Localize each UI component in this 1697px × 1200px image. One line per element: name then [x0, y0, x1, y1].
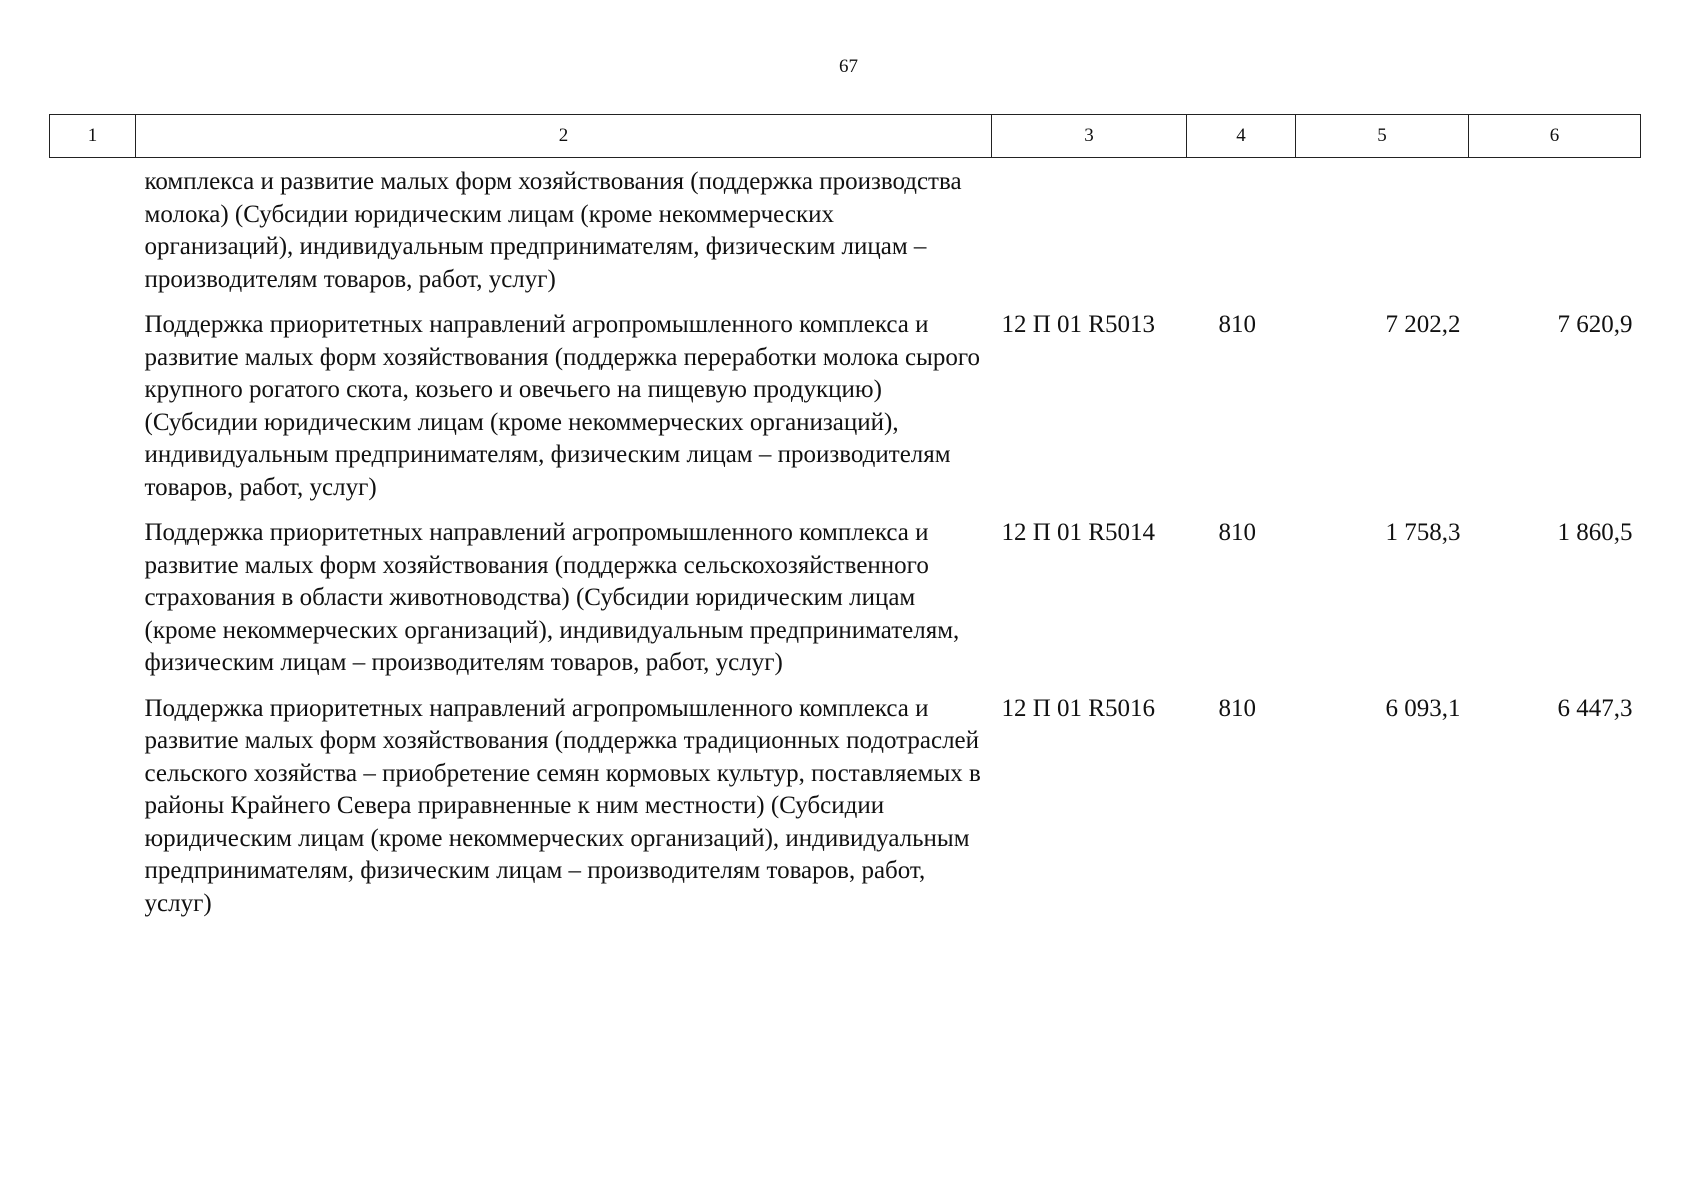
row-value-1: [1296, 158, 1469, 310]
row-type: [1187, 158, 1296, 310]
table-row: [50, 517, 1641, 693]
row-value-1: 7 202,2: [1385, 311, 1461, 338]
row-value-1: 6 093,1: [1385, 694, 1461, 722]
table-row: [50, 158, 1641, 310]
row-value-1: 1 758,3: [1385, 519, 1461, 546]
row-name: Поддержка приоритетных направлений агропромышленного комплекса и развитие малых форм хозяйствования (поддержка переработки молока сырого крупного рогатого скота, козьего и овечьего на пищевую продукцию) (Субсидии юридическим лицам (кроме некоммерческих организаций), индивидуальным предпринимателям, физическим лицам – производителям товаров, работ, услуг): [144, 311, 980, 501]
row-col1: [50, 158, 136, 310]
row-value-2: 1 860,5: [1557, 519, 1633, 546]
header-row: [50, 115, 1641, 158]
header-col-4: 4: [1187, 115, 1296, 158]
row-name: Поддержка приоритетных направлений агропромышленного комплекса и развитие малых форм хозяйствования (поддержка традиционных подотраслей сельского хозяйства – приобретение семян кормовых культур, поставляемых в районы Крайнего Севера приравненные к ним местности) (Субсидии юридическим лицам (кроме некоммерческих организаций), индивидуальным предпринимателям, физическим лицам – производителям товаров, работ, услуг): [144, 694, 981, 917]
row-value-2: [1469, 158, 1641, 310]
header-col-2: 2: [136, 115, 992, 158]
header-col-6: 6: [1469, 115, 1641, 158]
row-type: 810: [1218, 694, 1256, 722]
row-type: 810: [1218, 519, 1256, 546]
header-col-1: 1: [50, 115, 136, 158]
row-type: 810: [1218, 311, 1256, 338]
row-col1: [50, 517, 136, 693]
table-row: [50, 309, 1641, 517]
row-col1: [50, 693, 136, 934]
header-col-3: 3: [992, 115, 1187, 158]
page-number: 67: [839, 56, 858, 77]
row-col1: [50, 309, 136, 517]
row-value-2: 7 620,9: [1557, 311, 1633, 338]
row-value-2: 6 447,3: [1557, 694, 1633, 722]
row-code: 12 П 01 R5013: [1001, 311, 1155, 338]
budget-table: [49, 114, 1641, 933]
table-header: [50, 115, 1641, 158]
row-code: [992, 158, 1187, 310]
header-col-5: 5: [1296, 115, 1469, 158]
row-code: 12 П 01 R5014: [1001, 519, 1155, 546]
row-name: Поддержка приоритетных направлений агропромышленного комплекса и развитие малых форм хозяйствования (поддержка сельскохозяйственного страхования в области животноводства) (Субсидии юридическим лицам (кроме некоммерческих организаций), индивидуальным предпринимателям, физическим лицам – производителям товаров, работ, услуг): [144, 519, 960, 676]
table-body: [50, 158, 1641, 934]
row-name: комплекса и развитие малых форм хозяйствования (поддержка производства молока) (Субсидии юридическим лицам (кроме некоммерческих организаций), индивидуальным предпринимателям, физическим лицам – производителям товаров, работ, услуг): [144, 168, 962, 293]
table-row: [50, 693, 1641, 934]
row-code: 12 П 01 R5016: [1001, 694, 1155, 722]
